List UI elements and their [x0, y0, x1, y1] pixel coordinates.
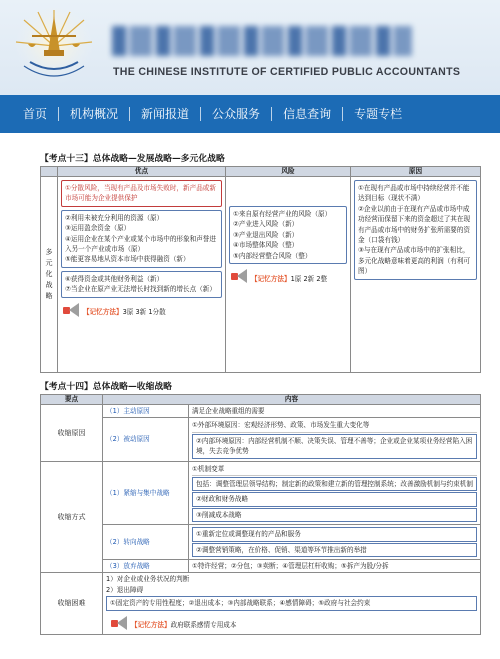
- tip-text: 1原 2新 2整: [290, 274, 328, 283]
- turn-cell: [189, 525, 481, 560]
- risk-item: ④市场整体风险（整）: [233, 241, 299, 250]
- advantage-box: [61, 180, 222, 207]
- difficulty-item: 1）对企业或业务状况的判断: [106, 575, 190, 584]
- risk-item: ③产业退出风险（新）: [233, 230, 299, 239]
- nav-news[interactable]: 新闻报道: [141, 107, 190, 121]
- concentrate-item: 包括：调整管理层领导结构；制定新的政策和建立新的管理控制系统；改善激励机制与约束机制: [192, 477, 477, 491]
- risk-item: ①来自原有经营产业的风险（原）: [233, 210, 332, 218]
- nav-public-services[interactable]: 公众服务: [212, 107, 261, 121]
- section13-title: 【考点十三】总体战略—发展战略—多元化战略: [40, 154, 225, 164]
- nav-home[interactable]: 首页: [23, 107, 48, 121]
- concentrate-cell: [189, 461, 481, 525]
- reasons-cell: [351, 177, 481, 373]
- advantage-item: ⑥获得资金或其他财务利益（新）: [65, 274, 164, 283]
- advantage-box: [61, 271, 222, 298]
- cicpa-logo[interactable]: [8, 6, 100, 88]
- reason-box: [354, 180, 477, 280]
- diversification-table: [40, 166, 481, 373]
- advantage-item: ⑤能更容易地从资本市场中获得融资（新）: [65, 255, 190, 264]
- passive-label: （2）被动原因: [103, 418, 189, 461]
- org-name-cn-blurred: [112, 26, 412, 56]
- passive-item: ①外部环境原因：宏观经济形势、政策、市场发生重大变化等: [192, 419, 477, 432]
- turn-item: ①重新定位或调整现有的产品和服务: [192, 527, 477, 541]
- tip-text: 政府联系感情专用成本: [170, 621, 237, 630]
- header-point: 要点: [41, 395, 103, 405]
- section14-title: 【考点十四】总体战略—收缩战略: [40, 382, 172, 392]
- memory-tip: [229, 268, 350, 284]
- memory-tip: [61, 302, 225, 318]
- reason-item: ③与在现有产品或市场中的扩张相比，多元化战略意味着更高的利润（有利可图）: [358, 246, 471, 276]
- advantage-item: ③运用盈余资金（原）: [65, 224, 131, 233]
- main-nav: [0, 95, 500, 133]
- megaphone-icon: [61, 302, 81, 318]
- header-risk: 风险: [226, 167, 351, 177]
- site-header-banner: [0, 0, 500, 95]
- retrenchment-table: [40, 394, 481, 635]
- nav-special-topics[interactable]: 专题专栏: [354, 107, 403, 121]
- abandon-text: ①特许经营；②分包；③卖断；④管理层杠杆收购；⑤拆产为股/分拆: [189, 560, 481, 573]
- concentrate-item: ①机制变革: [192, 463, 477, 476]
- org-name-en: THE CHINESE INSTITUTE OF CERTIFIED PUBLIC ACCOUNTANTS: [113, 66, 461, 78]
- passive-item: ②内部环境原因：内部经营机制不顺、决策失误、管理不善等；企业或企业某项业务经营陷入困境，失去竞争优势: [192, 434, 477, 459]
- header-advantage: 优点: [58, 167, 226, 177]
- concentrate-item: ②财政和财务战略: [192, 492, 477, 506]
- passive-cell: [189, 418, 481, 461]
- header-reason: 原因: [351, 167, 481, 177]
- nav-info-query[interactable]: 信息查询: [283, 107, 332, 121]
- advantages-cell: [58, 177, 226, 373]
- row-label: 多元化战略: [41, 177, 58, 373]
- nav-about[interactable]: 机构概况: [70, 107, 119, 121]
- advantage-box: [61, 210, 222, 268]
- memory-tip: [109, 615, 477, 631]
- advantage-item: ①分散风险，当现有产品及市场失败时，新产品或新市场可能为企业提供保护: [65, 184, 216, 203]
- tip-label: 【记忆方法】: [251, 274, 291, 283]
- tip-text: 3原 3新 1分散: [122, 308, 166, 317]
- difficulty-item: ①固定资产的专用性程度；②退出成本；③内部战略联系；④感情障碍；⑤政府与社会约束: [106, 596, 477, 610]
- abandon-label: （3）放弃战略: [103, 560, 189, 573]
- risk-box: [229, 206, 347, 264]
- difficulty-label: 收缩困难: [41, 573, 103, 634]
- proactive-text: 满足企业战略重组的需要: [189, 405, 481, 418]
- difficulty-item: 2）退出障碍: [106, 585, 144, 594]
- reason-item: ②企业以前由于在现有产品或市场中成功经营而保留下来的资金超过了其在现有产品或市场中的财务扩张所需要的资金（口袋有钱）: [358, 204, 471, 245]
- tip-label: 【记忆方法】: [83, 308, 123, 317]
- methods-label: 收缩方式: [41, 461, 103, 573]
- advantage-item: ②利用未被充分利用的资源（原）: [65, 213, 164, 222]
- advantage-item: ④运用企业在某个产业或某个市场中的形象和声誉进入另一个产业或市场（原）: [65, 234, 216, 254]
- risks-cell: [226, 177, 351, 373]
- header-blank: [41, 167, 58, 177]
- header-content: 内容: [103, 395, 481, 405]
- proactive-label: （1）主动原因: [103, 405, 189, 418]
- advantage-item: ⑦当企业在原产业无法增长时找到新的增长点（新）: [65, 285, 216, 294]
- turn-item: ②调整营销策略，在价格、促销、渠道等环节推出新的举措: [192, 543, 477, 557]
- megaphone-icon: [229, 268, 249, 284]
- risk-item: ②产业进入风险（新）: [233, 220, 299, 229]
- turn-label: （2）转向战略: [103, 525, 189, 560]
- difficulty-cell: [103, 573, 481, 634]
- reason-item: ①在现有产品或市场中持续经营并不能达到目标（现状不满）: [358, 184, 470, 203]
- concentrate-label: （1）紧缩与集中战略: [103, 461, 189, 525]
- megaphone-icon: [109, 615, 129, 631]
- concentrate-item: ③削减成本战略: [192, 508, 477, 522]
- tip-label: 【记忆方法】: [131, 621, 171, 630]
- reasons-label: 收缩原因: [41, 405, 103, 462]
- risk-item: ⑤内部经营整合风险（整）: [233, 251, 312, 260]
